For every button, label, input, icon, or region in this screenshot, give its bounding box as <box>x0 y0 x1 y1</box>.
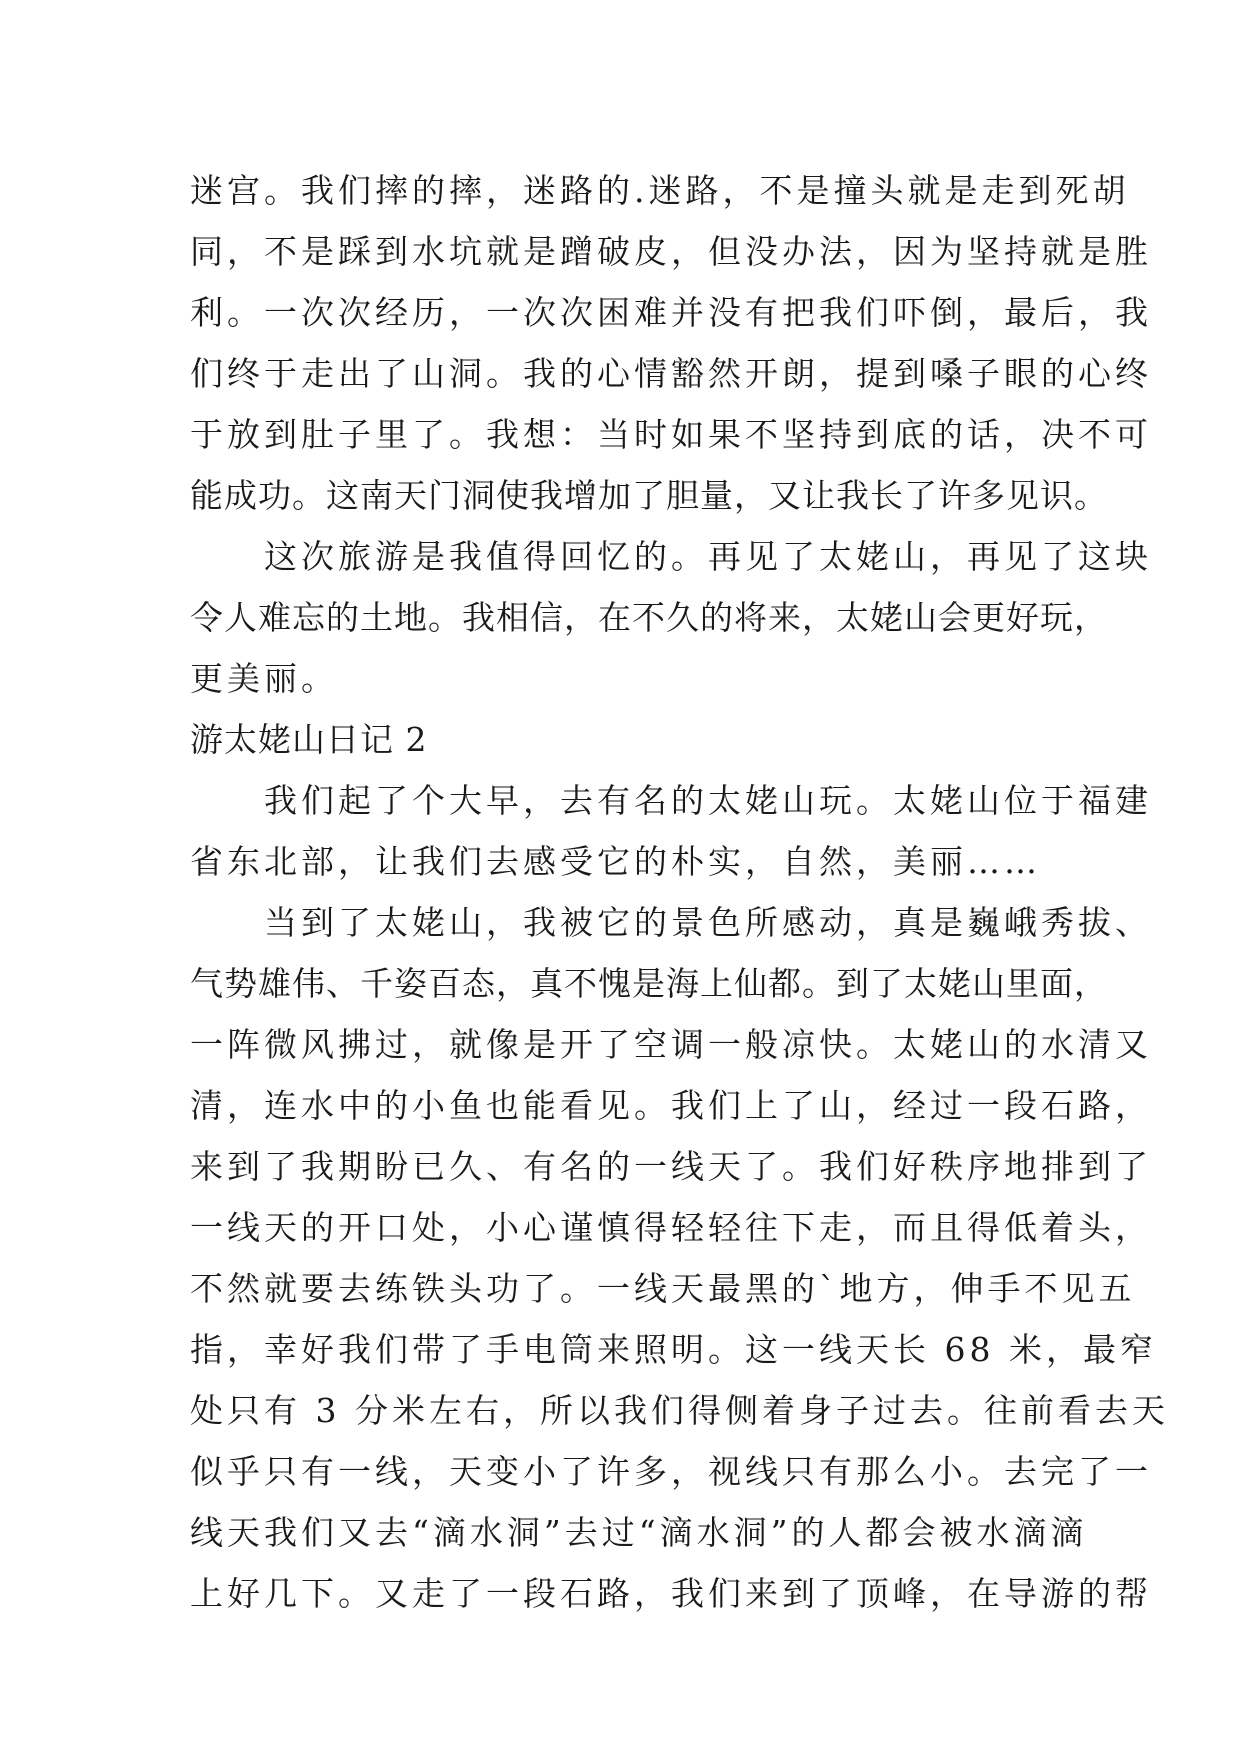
text-line: 线天我们又去“滴水洞”去过“滴水洞”的人都会被水滴滴 <box>190 1513 1088 1552</box>
text-line: 处只有 3 分米左右，所以我们得侧着身子过去。往前看去天 <box>190 1391 1169 1430</box>
text-line: 一阵微风拂过，就像是开了空调一般凉快。太姥山的水清又 <box>190 1025 1152 1064</box>
text-line: 能成功。这南天门洞使我增加了胆量，又让我长了许多见识。 <box>190 476 1108 515</box>
text-line: 上好几下。又走了一段石路，我们来到了顶峰，在导游的帮 <box>190 1574 1152 1613</box>
text-line: 指，幸好我们带了手电筒来照明。这一线天长 68 米，最窄 <box>190 1330 1157 1369</box>
text-line: 不然就要去练铁头功了。一线天最黑的`地方，伸手不见五 <box>190 1269 1136 1308</box>
text-line: 这次旅游是我值得回忆的。再见了太姥山，再见了这块 <box>190 537 1152 576</box>
text-line: 气势雄伟、千姿百态，真不愧是海上仙都。到了太姥山里面， <box>190 964 1108 1003</box>
text-line: 来到了我期盼已久、有名的一线天了。我们好秩序地排到了 <box>190 1147 1152 1186</box>
text-line: 利。一次次经历，一次次困难并没有把我们吓倒，最后，我 <box>190 293 1152 332</box>
text-line: 于放到肚子里了。我想：当时如果不坚持到底的话，决不可 <box>190 415 1152 454</box>
section-heading: 游太姥山日记 2 <box>190 720 428 759</box>
text-line: 令人难忘的土地。我相信，在不久的将来，太姥山会更好玩， <box>190 598 1108 637</box>
text-line: 似乎只有一线，天变小了许多，视线只有那么小。去完了一 <box>190 1452 1152 1491</box>
text-line: 省东北部，让我们去感受它的朴实，自然，美丽…… <box>190 842 1041 881</box>
text-line: 一线天的开口处，小心谨慎得轻轻往下走，而且得低着头， <box>190 1208 1152 1247</box>
text-line: 清，连水中的小鱼也能看见。我们上了山，经过一段石路， <box>190 1086 1152 1125</box>
text-line: 我们起了个大早，去有名的太姥山玩。太姥山位于福建 <box>190 781 1152 820</box>
text-line: 同，不是踩到水坑就是蹭破皮，但没办法，因为坚持就是胜 <box>190 232 1152 271</box>
text-line: 们终于走出了山洞。我的心情豁然开朗，提到嗓子眼的心终 <box>190 354 1152 393</box>
text-line: 迷宫。我们摔的摔，迷路的.迷路，不是撞头就是走到死胡 <box>190 171 1130 210</box>
text-line: 更美丽。 <box>190 659 338 698</box>
document-body <box>190 160 1169 1624</box>
text-line: 当到了太姥山，我被它的景色所感动，真是巍峨秀拔、 <box>190 903 1152 942</box>
